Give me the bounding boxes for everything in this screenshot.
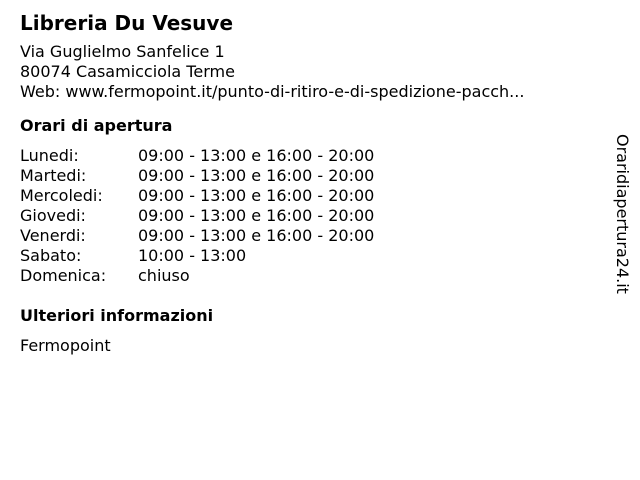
hours-row-wednesday — [20, 186, 600, 206]
website-link[interactable]: Web: www.fermopoint.it/punto-di-ritiro-e-di-spedizione-pacch... — [20, 82, 525, 101]
day-label: Domenica: — [20, 266, 107, 285]
business-card — [20, 9, 600, 356]
hours-row-friday — [20, 226, 600, 246]
day-label: Lunedi: — [20, 146, 79, 165]
hours-value: 09:00 - 13:00 e 16:00 - 20:00 — [138, 166, 375, 185]
hours-value: 10:00 - 13:00 — [138, 246, 247, 265]
day-label: Martedi: — [20, 166, 87, 185]
hours-value: chiuso — [138, 266, 190, 285]
additional-info-value: Fermopoint — [20, 336, 111, 355]
additional-info-heading: Ulteriori informazioni — [20, 306, 214, 325]
hours-value: 09:00 - 13:00 e 16:00 - 20:00 — [138, 146, 375, 165]
site-watermark: Oraridiapertura24.it — [613, 134, 632, 294]
day-label: Mercoledi: — [20, 186, 103, 205]
address-street: Via Guglielmo Sanfelice 1 — [20, 42, 225, 61]
opening-hours-table — [20, 146, 600, 286]
day-label: Sabato: — [20, 246, 82, 265]
hours-value: 09:00 - 13:00 e 16:00 - 20:00 — [138, 226, 375, 245]
business-name: Libreria Du Vesuve — [20, 11, 234, 35]
address-city: 80074 Casamicciola Terme — [20, 62, 235, 81]
hours-row-thursday — [20, 206, 600, 226]
hours-value: 09:00 - 13:00 e 16:00 - 20:00 — [138, 186, 375, 205]
opening-hours-heading: Orari di apertura — [20, 116, 173, 135]
hours-row-saturday — [20, 246, 600, 266]
day-label: Venerdi: — [20, 226, 86, 245]
hours-row-tuesday — [20, 166, 600, 186]
hours-value: 09:00 - 13:00 e 16:00 - 20:00 — [138, 206, 375, 225]
day-label: Giovedi: — [20, 206, 86, 225]
hours-row-sunday — [20, 266, 600, 286]
hours-row-monday — [20, 146, 600, 166]
